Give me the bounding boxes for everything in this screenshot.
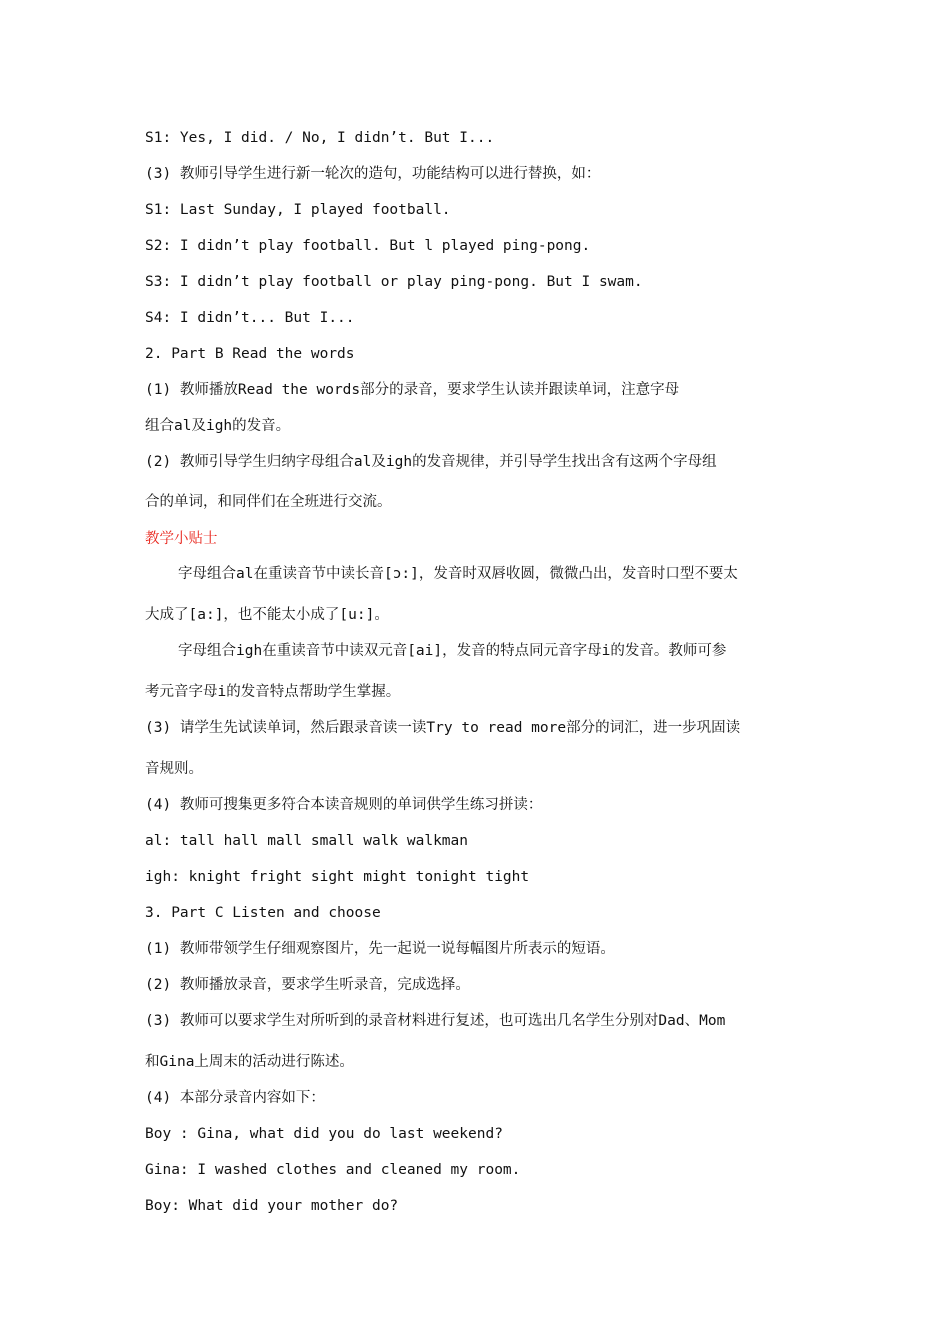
dialogue-line-s1: S1: Last Sunday, I played football. xyxy=(145,202,451,218)
tip-igh-paragraph: 字母组合igh在重读音节中读双元音[ai]，发音的特点同元音字母i的发音。教师可参 xyxy=(178,643,727,659)
part-c-step-2: (2) 教师播放录音，要求学生听录音，完成选择。 xyxy=(145,977,470,993)
tip-igh-paragraph-cont: 考元音字母i的发音特点帮助学生掌握。 xyxy=(145,684,401,700)
part-c-step-4: (4) 本部分录音内容如下： xyxy=(145,1090,325,1106)
part-c-step-1: (1) 教师带领学生仔细观察图片，先一起说一说每幅图片所表示的短语。 xyxy=(145,941,615,957)
part-b-step-1: (1) 教师播放Read the words部分的录音，要求学生认读并跟读单词，注意字母 xyxy=(145,382,680,398)
part-c-step-3-cont: 和Gina上周末的活动进行陈述。 xyxy=(145,1054,354,1070)
dialogue-line-s4: S4: I didn’t... But I... xyxy=(145,310,355,326)
part-b-step-3: (3) 请学生先试读单词，然后跟录音读一读Try to read more部分的词汇，进一步巩固读 xyxy=(145,720,741,736)
part-c-step-3: (3) 教师可以要求学生对所听到的录音材料进行复述，也可选出几名学生分别对Dad、Mom xyxy=(145,1013,726,1029)
transcript-line-1: Boy : Gina, what did you do last weekend? xyxy=(145,1126,503,1142)
transcript-line-3: Boy: What did your mother do? xyxy=(145,1198,399,1214)
dialogue-line-s1-answer: S1: Yes, I did. / No, I didn’t. But I... xyxy=(145,130,495,146)
part-b-step-1-cont: 组合al及igh的发音。 xyxy=(145,418,291,434)
part-b-step-2: (2) 教师引导学生归纳字母组合al及igh的发音规律，并引导学生找出含有这两个字母组 xyxy=(145,454,717,470)
dialogue-line-s3: S3: I didn’t play football or play ping-pong. But I swam. xyxy=(145,274,643,290)
part-b-step-3-cont: 音规则。 xyxy=(145,761,203,777)
section-heading-part-c: 3. Part C Listen and choose xyxy=(145,905,381,921)
tip-al-paragraph: 字母组合al在重读音节中读长音[ɔ:]，发音时双唇收圆，微微凸出，发音时口型不要太 xyxy=(178,566,738,582)
part-b-step-4: (4) 教师可搜集更多符合本读音规则的单词供学生练习拼读： xyxy=(145,797,543,813)
word-list-igh: igh: knight fright sight might tonight tight xyxy=(145,869,530,885)
transcript-line-2: Gina: I washed clothes and cleaned my room. xyxy=(145,1162,521,1178)
part-b-step-2-cont: 合的单词，和同伴们在全班进行交流。 xyxy=(145,494,392,510)
tip-al-paragraph-cont: 大成了[a:]，也不能太小成了[u:]。 xyxy=(145,607,389,623)
dialogue-line-s2: S2: I didn’t play football. But l played ping-pong. xyxy=(145,238,591,254)
word-list-al: al: tall hall mall small walk walkman xyxy=(145,833,469,849)
teaching-tip-heading: 教学小贴士 xyxy=(145,531,218,547)
section-heading-part-b: 2. Part B Read the words xyxy=(145,346,355,362)
step-3-instruction: (3) 教师引导学生进行新一轮次的造句，功能结构可以进行替换，如： xyxy=(145,166,601,182)
